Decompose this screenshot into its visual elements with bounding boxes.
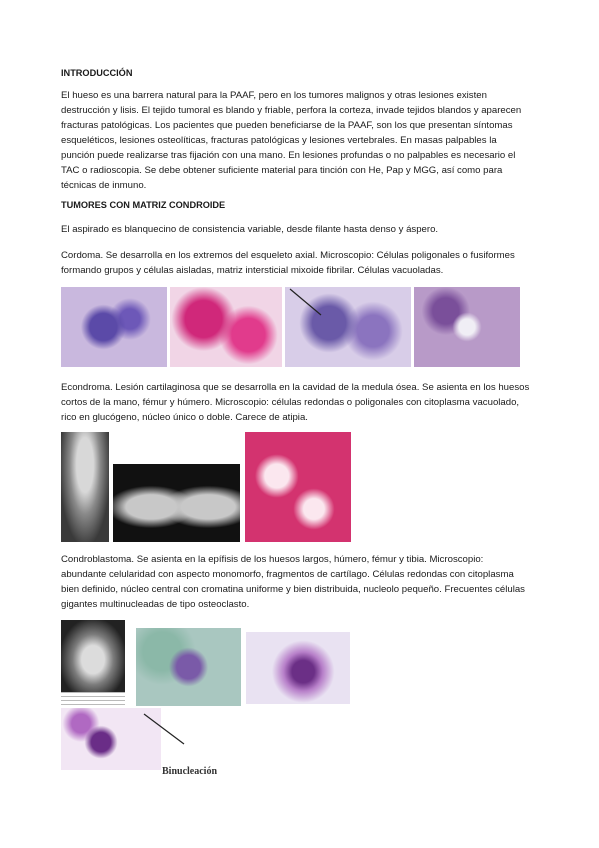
cordoma-micrograph-3 <box>285 287 411 367</box>
econdroma-paragraph: Econdroma. Lesión cartilaginosa que se desarrolla en la cavidad de la medula ósea. Se asienta en los huesos cortos de la mano, fémur y húmero. Microscopio: células redondas o poligonales con citoplasma vacuolado, rico en glucógeno, núcleo único o doble. Carece de atipia. <box>61 382 530 423</box>
figure-caption: Binucleación <box>162 766 218 777</box>
condroblastoma-micrograph-2 <box>246 632 350 704</box>
econdroma-xray-hands <box>113 464 240 542</box>
econdroma-xray-finger <box>61 432 109 542</box>
cordoma-paragraph: Cordoma. Se desarrolla en los extremos del esqueleto axial. Microscopio: Células poligonales o fusiformes formando grupos y células aisladas, matriz intersticial mixoide fibrilar. Células vacuoladas. <box>61 250 515 276</box>
arrow-icon <box>140 710 190 750</box>
condroblastoma-xray <box>61 620 125 692</box>
cordoma-micrograph-1 <box>61 287 167 367</box>
arrow-icon <box>285 287 411 367</box>
econdroma-micrograph <box>245 432 351 542</box>
cordoma-micrograph-4 <box>414 287 520 367</box>
condroblastoma-xray-caption-strip <box>61 692 125 706</box>
intro-paragraph: El hueso es una barrera natural para la PAAF, pero en los tumores malignos y otras lesiones existen destrucción y lisis. El tejido tumoral es blando y friable, perfora la corteza, invade tejidos blandos y aparecen fracturas patológicas. Los pacientes que pueden beneficiarse de la PAAF, son los que presentan síntomas esqueléticos, lesiones osteolíticas, fracturas patológicas y lesiones vertebrales. En masas palpables la punción puede realizarse tras fijación con una mano. En lesiones profundas o no palpables es necesario el TAC o radioscopia. Se debe obtener suficiente material para tinción con He, Pap y MGG, así como para técnicas de inmuno. <box>61 90 522 191</box>
tumores-paragraph: El aspirado es blanquecino de consistencia variable, desde filante hasta denso y áspero. <box>61 224 439 235</box>
tumores-heading: TUMORES CON MATRIZ CONDROIDE <box>61 200 226 210</box>
condroblastoma-paragraph: Condroblastoma. Se asienta en la epífisis de los huesos largos, húmero, fémur y tibia. Microscopio: abundante celularidad con aspecto monomorfo, fragmentos de cartílago. Células redondas con citoplasma bien definido, núcleo central con cromatina uniforme y bien distribuida, nucleolo pequeño. Frecuentes células gigantes multinucleadas de tipo osteoclasto. <box>61 554 525 610</box>
intro-heading: INTRODUCCIÓN <box>61 68 133 78</box>
condroblastoma-micrograph-1 <box>136 628 241 706</box>
cordoma-micrograph-2 <box>170 287 282 367</box>
